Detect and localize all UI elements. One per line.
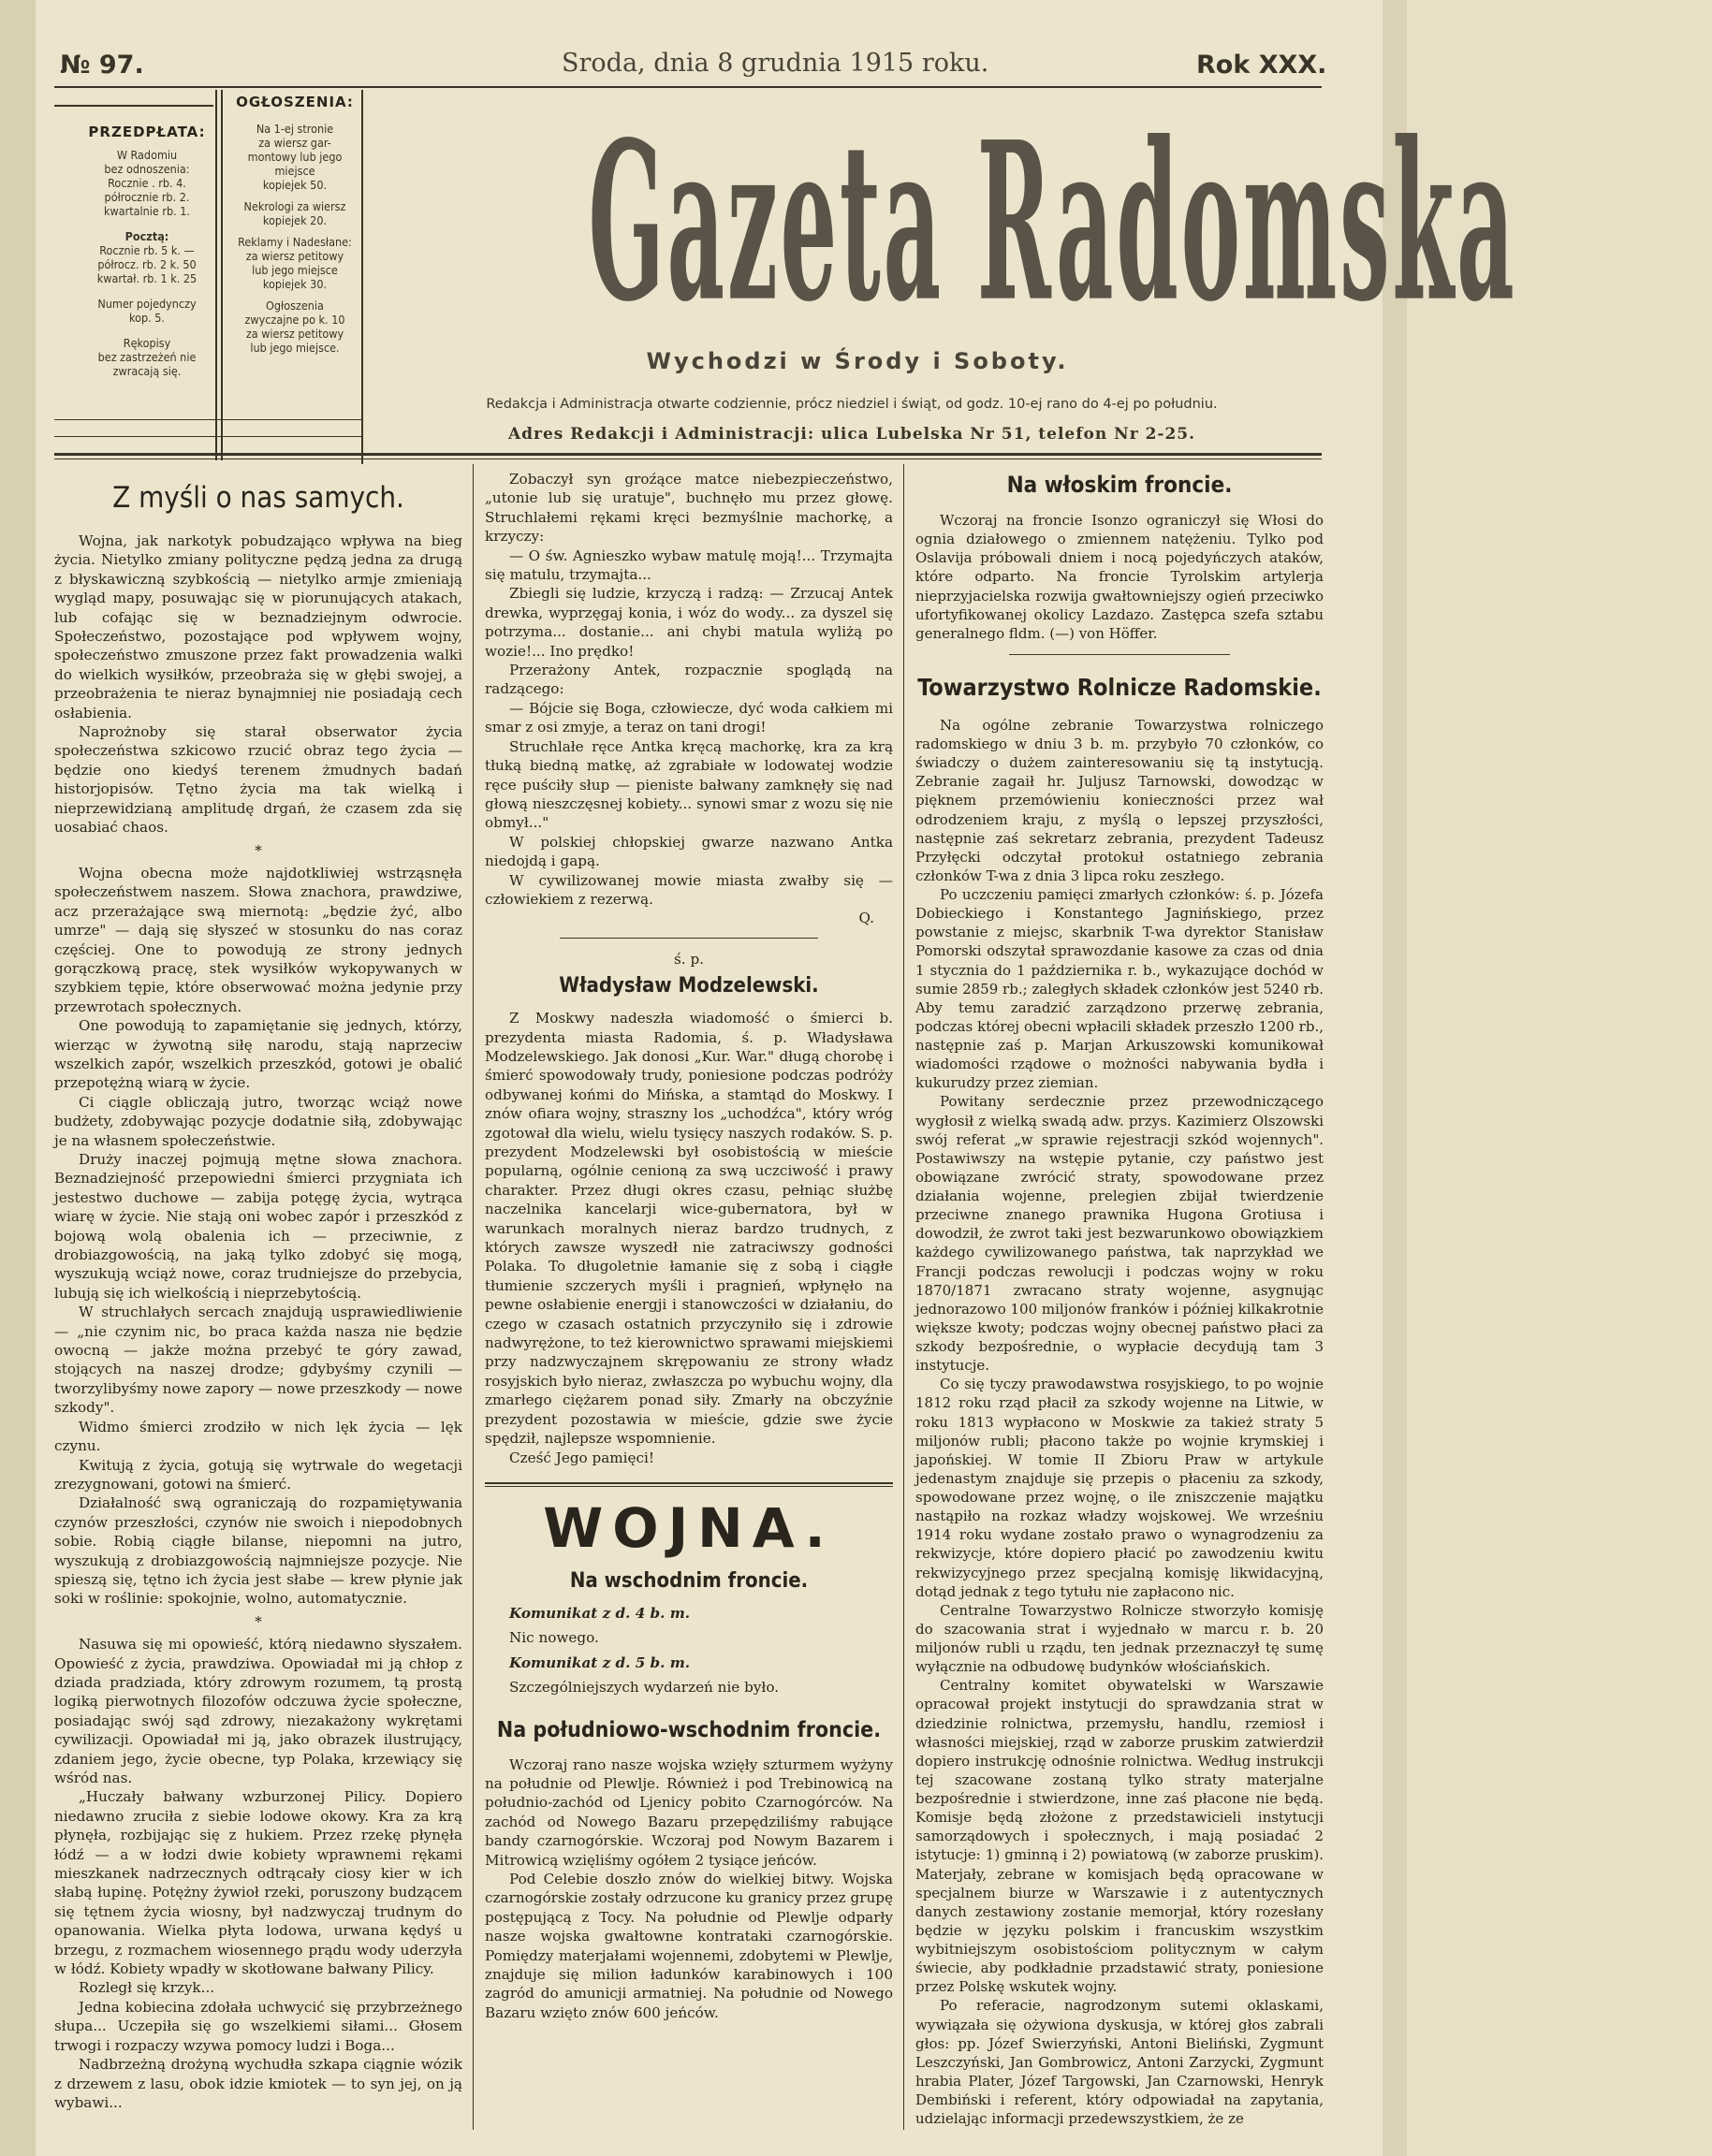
sub-line: Numer pojedynczy <box>97 297 197 311</box>
paragraph: Ci ciągle obliczają jutro, tworząc wciąż nowe budżety, zdobywając pozycje dodatnie siłą, zdobywając je na własnem społeczeństwie. <box>54 1093 462 1149</box>
paragraph: Co się tyczy prawodawstwa rosyjskiego, to po wojnie 1812 roku rząd płacił za szkody wojenne na Litwie, w roku 1813 wypłacono w Moskwie za takież straty 5 miljonów rubli; płacono także po wojnie krymskiej i japońskiej. W tomie II Zbioru Praw w artykule jedenastym znajduje się przepis o płaceniu za szkody, spowodowane przez wojnę, o ile zniszczenie majątku nastąpiło na rozkaz władzy wojskowej. We wrześniu 1914 roku wydane zostało prawo o wynagrodzeniu za rekwizycje, które dopiero płacić po zawodzeniu kwitu rekwizycyjnego przez specjalną komisję likwidacyjną, dotąd jednak z tego tytułu nie zapłacono nic. <box>915 1376 1324 1600</box>
bulletin-text: Nic nowego. <box>509 1629 599 1647</box>
box-rule <box>54 105 213 107</box>
box-divider <box>215 90 217 460</box>
paragraph: Naprożnoby się starał obserwator życia społeczeństwa szkicowo rzucić obraz tego życia — będzie ono kiedyś terenem żmudnych badań historjopisów. Tętno życia ma tak wielką i nieprzewidzianą amplitudę drgań, że czasem zda się uosabiać chaos. <box>54 723 462 837</box>
separator-star: * <box>255 841 262 859</box>
subscription-box <box>82 110 212 464</box>
ads-box <box>228 94 361 412</box>
sub-line: Rękopisy <box>123 336 171 350</box>
bulletin-date: Komunikat z d. 4 b. m. <box>509 1604 691 1622</box>
box-rule <box>54 436 363 437</box>
paragraph: Wojna, jak narkotyk pobudzająco wpływa na bieg życia. Nietylko zmiany polityczne pędzą jedna za drugą z błyskawiczną szybkością — nietylko armje zmieniają wygląd mapy, posuwając się w piorunujących atakach, lub cofając się w beznadziejnym odwrocie. Społeczeństwo, pozostające pod wpływem wojny, społeczeństwo zmuszone przez fakt prowadzenia walki do wielkich wysiłków, przeobraża się w głębi swojej, a przeobrażenia te nieraz bynajmniej nie posiadają cech osłabienia. <box>54 532 462 721</box>
subscription-title: PRZEDPŁATA: <box>88 124 206 140</box>
subscription-post-rates <box>82 243 212 285</box>
ads-line: montowy lub jego <box>247 150 343 164</box>
society-body <box>915 716 1324 2128</box>
sub-line: Rocznie rb. 5 k. — <box>99 243 195 257</box>
paragraph: Jedna kobiecina zdołała uchwycić się przybrzeżnego słupa... Uczepiła się go wszelkiemi siłami... Głosem trwogi i rozpaczy wzywa pomocy ludzi i Boga... <box>54 1998 462 2054</box>
box-divider <box>221 90 223 460</box>
author-signature: Q. <box>858 910 874 927</box>
sub-line: zwracają się. <box>112 364 182 378</box>
column-2 <box>485 470 893 2022</box>
bulletin-date: Komunikat z d. 5 b. m. <box>509 1653 691 1671</box>
column-3 <box>915 472 1324 2128</box>
article-continuation <box>485 470 893 928</box>
ads-title: OGŁOSZENIA: <box>236 94 354 110</box>
article-body <box>54 532 462 2112</box>
ads-block-front <box>228 122 361 192</box>
paragraph: Zobaczył syn groźące matce niebezpieczeństwo, „utonie lub się uratuje", buchnęło mu przez głowę. Struchlałemi rękami kręci bezmyślnie machorkę, a krzyczy: <box>485 471 893 546</box>
paragraph: W polskiej chłopskiej gwarze nazwano Antka niedojdą i gapą. <box>485 833 893 870</box>
ads-line: zwyczajne po k. 10 <box>244 313 345 327</box>
paragraph: Działalność swą ograniczają do rozpamiętywania czynów przeszłości, czynów nie swoich i niepodobnych sobie. Robią ciągłe bilanse, niepomni na jutro, wyszukują z drobiazgowością najmniejsze pozycje. Nie spieszą się, tętno ich życia jest słabe — krew płynie jak soki w roślinie: spokojnie, wolno, automatycznie. <box>54 1494 462 1608</box>
masthead-title: Gazeta Radomska <box>588 95 1517 351</box>
ads-block-obituaries <box>228 199 361 227</box>
paragraph: W struchlałych sercach znajdują usprawiedliwienie — „nie czynim nic, bo praca każda nasza nie będzie owocną — jakże można przebyć te góry zawad, stojących na naszej drodze; gdybyśmy czynili — tworzylibyśmy nowe zapory — nowe przeszkody — nowe szkody". <box>54 1304 462 1417</box>
ads-line: za wiersz petitowy <box>245 249 344 263</box>
southeast-front-heading: Na południowo-wschodnim froncie. <box>496 1717 882 1742</box>
paragraph: Rozległ się krzyk... <box>79 1979 215 1997</box>
paragraph: — O św. Agnieszko wybaw matulę moją!... Trzymajta się matulu, trzymajta... <box>485 546 893 584</box>
paragraph: Widmo śmierci zrodziło w nich lęk życia — lęk czynu. <box>54 1418 462 1455</box>
ads-line: Na 1-ej stronie <box>256 122 334 136</box>
ads-line: Reklamy i Nadesłane: <box>238 235 352 249</box>
subscription-city-rates <box>82 148 212 218</box>
subscription-manuscripts <box>82 336 212 378</box>
sub-line: Rocznie . rb. 4. <box>108 176 186 190</box>
paragraph: Nadbrzeżną drożyną wychudła szkapa ciągnie wózik z drzewem z lasu, obok idzie kmiotek — to syn jej, on ją wybawi... <box>54 2056 462 2111</box>
paragraph: Centralny komitet obywatelski w Warszawie opracował projekt instytucji do sprawdzania strat w dziedzinie rolnictwa, przemysłu, handlu, rzemiosł i własności miejskiej, rząd w zaborze pruskim zatwierdził dopiero instrukcję odnośnie rolnictwa. Według instrukcji tej szacowane zostaną tylko straty materjalne bezpośrednie i stwierdzone, inne zaś płacone nie będą. Komisje będą złożone z przedstawicieli instytucji samorządowych i społecznych, i mają posiadać 2 istytucje: 1) gminną i 2) powiatową (w zaborze pruskim). Materjały, zebrane w komisjach będą opracowane w specjalnem biurze w Warszawie i z autentycznych danych zestawiony zostanie memorjał, który rozesłany będzie w języku polskim i francuskim wszystkim wybitniejszym osobistościom politycznym w całym świecie, aby podkładnie przadstawić straty, poniesione przez Polskę wskutek wojny. <box>915 1677 1324 1996</box>
paragraph: Struchlałe ręce Antka kręcą machorkę, kra za krą tłuką biedną matkę, aż zgrabiałe w lodowatej wodzie ręce puściły słup — pieniste bałwany zamknęły się nad głową nieszczęsnej kobiety... synowi smar z wozu się nie obmył..." <box>485 737 893 832</box>
paragraph: Kwitują z życia, gotują się wytrwale do wegetacji zrezygnowani, gotowi na śmierć. <box>54 1456 462 1493</box>
italian-front-body <box>915 511 1324 643</box>
column-1 <box>54 475 462 2112</box>
obituary-body <box>485 1009 893 1467</box>
italian-front-heading: Na włoskim froncie. <box>1006 472 1233 498</box>
sub-line: kwartał. rb. 1 k. 25 <box>96 271 198 285</box>
address-line: Adres Redakcji i Administracji: ulica Lubelska Nr 51, telefon Nr 2-25. <box>507 425 1196 444</box>
section-rule <box>485 1486 893 1487</box>
paragraph: One powodują to zapamiętanie się jednych, którzy, wierząc w żywotną siłę narodu, stają naprzeciw wszelkich zapór, wszelkich przeszkód, gotowi je obalić przepotężną wiarą w życie. <box>54 1017 462 1092</box>
section-rule <box>1009 654 1230 655</box>
paragraph: Wczoraj rano nasze wojska wzięły szturmem wyżyny na południe od Plewlje. Również i pod Trebinowicą na południo-zachód od Ljenicy pobito Czarnogórców. Na zachód od Nowego Bazaru przepędziliśmy rabujące bandy czarnogórskie. Wczoraj pod Nowym Bazarem i Mitrowicą wzięliśmy ogółem 2 tysiące jeńców. <box>485 1755 893 1869</box>
ads-line: miejsce <box>274 164 315 178</box>
east-front-heading: Na wschodnim froncie. <box>569 1568 809 1593</box>
southeast-front-body <box>485 1755 893 2023</box>
box-divider <box>361 90 363 464</box>
east-front-bulletins <box>485 1604 893 1697</box>
sub-line: bez odnoszenia: <box>104 162 190 176</box>
paragraph: Druży inaczej pojmują mętne słowa znachora. Beznadziejność przepowiedni śmierci przygniata ich jestestwo duchowe — zabija potęgę życia, wytrąca wiarę w życie. Nie stają oni wobec zapór i przeszkód z bojową wolą obalenia ich — przeciwnie, z drobiazgowością, na jaką tylko zdobyć się mogą, wyszukują wciąż nowe, coraz trudniejsze do przebycia, lubują się ich wielkością i nieprzebytością. <box>54 1151 462 1302</box>
page-left-edge <box>0 0 36 2156</box>
paragraph: Pod Celebie doszło znów do wielkiej bitwy. Wojska czarnogórskie zostały odrzucone ku granicy przez grupę postępującą z Tocy. Na południe od Plewlje odparły nasze wojska gwałtowne kontrataki czarnogórskie. Pomiędzy materjałami wojennemi, zdobytemi w Plewlje, znajduje się milion ładunków karabinowych i 100 zagród do amunicji armatniej. Na południe od Nowego Bazaru wzięto znów 600 jeńców. <box>485 1870 893 2021</box>
column-divider <box>903 464 904 2130</box>
obituary-heading: Władysław Modzelewski. <box>559 974 819 998</box>
box-rule <box>54 419 363 420</box>
subscription-single <box>82 297 212 325</box>
ads-line: lub jego miejsce <box>252 263 338 277</box>
obituary-prefix: ś. p. <box>674 950 704 968</box>
sub-line: bez zastrzeżeń nie <box>97 350 197 364</box>
paragraph: Na ogólne zebranie Towarzystwa rolniczego radomskiego w dniu 3 b. m. przybyło 70 członków, co świadczy o dużem zainteresowaniu się tą instytucją. Zebranie zagaił hr. Juljusz Tarnowski, dowodząc w pięknem przemówieniu konieczności przez wał odrodzeniem kraju, z myślą o lepszej przyszłości, następnie zaś sekretarz zebrania, prezydent Tadeusz Przyłęcki odczytał protokuł ostatniego zebrania członków T-wa z dnia 3 lipca roku zeszłego. <box>915 716 1324 884</box>
article-heading: Z myśli o nas samych. <box>112 481 404 515</box>
paragraph: Po uczczeniu pamięci zmarłych członków: ś. p. Józefa Dobieckiego i Konstantego Jagnińskiego, przez powstanie z miejsc, skarbnik T-wa dyrektor Stanisław Pomorski odszytał sprawozdanie kasowe za czas od dnia 1 stycznia do 1 października r. b., wykazujące dochód w sumie 2859 rb.; zaległych składek członków jest 5240 rb. Aby temu zaradzić zarządzono przerwę zebrania, podczas której obecni wpłacili składek przeszło 1200 rb., następnie zaś p. Marjan Arkuszowski komunikował wiadomości rządowe o możności nabywania bydła i kukurudzy przez ziemian. <box>915 886 1324 1092</box>
issue-date: Sroda, dnia 8 grudnia 1915 roku. <box>562 49 989 78</box>
paragraph: W cywilizowanej mowie miasta zwałby się — człowiekiem z rezerwą. <box>485 871 893 908</box>
society-heading: Towarzystwo Rolnicze Radomskie. <box>917 673 1322 701</box>
issue-year: Rok XXX. <box>1196 51 1327 80</box>
section-rule <box>485 1482 893 1484</box>
sub-line: półrocz. rb. 2 k. 50 <box>97 257 197 271</box>
issue-number: № 97. <box>60 51 144 80</box>
ads-line: kopiejek 30. <box>262 277 328 291</box>
war-heading: WOJNA. <box>543 1495 835 1560</box>
ads-line: lub jego miejsce. <box>250 341 340 355</box>
bulletin-text: Szczególniejszych wydarzeń nie było. <box>509 1679 780 1697</box>
paragraph: Powitany serdecznie przez przewodniczącego wygłosił z wielką swadą adw. przys. Kazimierz Olszowski swój referat „w sprawie rejestracji szkód wojennych". Postawiwszy na wstępie pytanie, czy państwo jest obowiązane zwrócić straty, spowodowane przez działania wojenne, prelegien zbijał twierdzenie przeciwne znanego prawnika Hugona Grotiusa i dowodził, że zwrot taki jest bezwarunkowo obowiązkiem każdego cywilizowanego państwa, tak naprzykład we Francji podczas rewolucji i podczas wojny w roku 1870/1871 zwracano straty wojenne, asygnując jednorazowo 100 miljonów franków i później kilkakrotnie większe kwoty; podczas wojny obecnej państwo płaci za szkody bezpośrednie, o wypłacie decydują tam 3 instytucje. <box>915 1093 1324 1375</box>
office-hours: Redakcja i Administracja otwarte codziennie, prócz niedziel i świąt, od godz. 10-ej rano do 4-ej po południu. <box>486 397 1218 412</box>
sub-line: półrocznie rb. 2. <box>104 190 190 204</box>
ads-line: Nekrologi za wiersz <box>243 199 346 213</box>
paragraph: Wczoraj na froncie Isonzo ograniczył się Włosi do ognia działowego o zmiennem natężeniu. Tylko pod Oslavija próbowali dniem i nocą pojedyńczych ataków, które odparto. Na froncie Tyrolskim artylerja nieprzyjacielska rozwija gwałtowniejszy ogień przeciwko ufortyfikowanej okolicy Lazdazo. Zastępca szefa sztabu generalnego fldm. (—) von Höffer. <box>915 512 1324 642</box>
ads-line: kopiejek 50. <box>262 178 328 192</box>
section-rule <box>560 938 818 939</box>
header-bottom-rule <box>54 453 1322 456</box>
paragraph: Nasuwa się mi opowieść, którą niedawno słyszałem. Opowieść z życia, prawdziwa. Opowiadał mi ją chłop z dziada pradziada, który zdrowym rozumem, tą prostą logiką pierwotnych filozofów odczuwa życie społeczne, posiadając swój sąd zdrowy, niezakażony wykrętami cywilizacji. Opowiadał mi ją, jako obrazek ilustrujący, zdaniem jego, życie obecne, typ Polaka, krzewiący się wśród nas. <box>54 1636 462 1786</box>
paragraph: Po referacie, nagrodzonym sutemi oklaskami, wywiązała się ożywiona dyskusja, w której głos zabrali głos: pp. Józef Swierzyński, Antoni Bieliński, Zygmunt Leszczyński, Jan Gombrowicz, Antoni Zarzycki, Zygmunt hrabia Plater, Józef Targowski, Jan Czarnowski, Henryk Dembiński i referent, który odpowiadał na zapytania, udzielając informacji przedewszystkiem, że ze <box>915 1997 1324 2128</box>
paragraph: Przerażony Antek, rozpacznie spoglądą na radzącego: <box>485 662 893 698</box>
ads-line: za wiersz petitowy <box>245 327 344 341</box>
paragraph: Cześć Jego pamięci! <box>509 1449 654 1466</box>
masthead-subtitle: Wychodzi w Środy i Soboty. <box>646 348 1069 374</box>
subscription-post-title: Pocztą: <box>124 229 169 243</box>
paragraph: „Huczały bałwany wzburzonej Pilicy. Dopiero niedawno zruciła z siebie lodowe okowy. Kra za krą płynęła, rozbijając się z hukiem. Przez rzekę płynęła łódź — a w łodzi dwie kobiety wprawnemi rękami mieszkanek nadrzecznych odtrącały ciosy kier w ich słabą łupinę. Potężny żywioł rzeki, poruszony budzącem się tętnem życia wiosny, był nadzwyczaj trudnym do opanowania. Wielka płyta lodowa, urwana kędyś u brzegu, z rozmachem wiosennego prądu wody uderzyła w łódź. Kobiety wpadły w skotłowane bałwany Pilicy. <box>54 1788 462 1978</box>
paragraph: Centralne Towarzystwo Rolnicze stworzyło komisję do szacowania strat i wyjednało w marcu r. b. 20 miljonów rubli u rządu, ten jednak przeznaczył tę sumę wyłącznie na odbudowę budynków włościańskich. <box>915 1601 1324 1676</box>
paragraph: Z Moskwy nadeszła wiadomość o śmierci b. prezydenta miasta Radomia, ś. p. Władysława Modzelewskiego. Jak donosi „Kur. War." długą chorobę i śmierć spowodowały trudy, poniesione podczas podróży odbywanej końmi do Mińska, a stamtąd do Moskwy. I znów ofiara wojny, straszny los „uchodźca", który wróg zgotował dla wielu, wielu tysięcy naszych rodaków. S. p. prezydent Modzelewski był osobistością w mieście popularną, ogólnie cenioną za swą uczciwość i prawy charakter. Przez długi okres czasu, pełniąc służbę naczelnika kancelarji wice-gubernatora, był w warunkach moralnych nieraz bardzo trudnych, z których zawsze wyszedł nie zatraciwszy godności Polaka. To długoletnie łamanie się z sobą i ciągłe tłumienie szczerych myśli i pragnień, wpłynęło na pewne osłabienie energji i stanowczości w działaniu, do czego w czasach ostatnich przyczyniło się i zdrowie nadwyrężone, to też kierownictwo sprawami miejskiemi przy nadzwyczajnem skrępowaniu ze strony władz rosyjskich było nieraz, zwłaszcza po wybuchu wojny, dla zmarłego ciężarem ponad siły. Zmarły na obczyźnie prezydent pozostawia w mieście, gdzie swe życie spędził, najlepsze wspomnienie. <box>485 1010 893 1448</box>
paragraph: Zbiegli się ludzie, krzyczą i radzą: — Zrzucaj Antek drewka, wyprzęgaj konia, i wóz do wody... za dyszel się potrzyma... dostanie... ani chybi matula wyliżą po wozie!... Ino prędko! <box>485 585 893 660</box>
separator-star: * <box>255 1612 262 1630</box>
column-divider <box>473 464 474 2130</box>
paragraph: — Bójcie się Boga, człowiecze, dyć woda całkiem mi smar z osi zmyje, a teraz on tani drogi! <box>485 699 893 736</box>
sub-line: W Radomiu <box>116 148 178 162</box>
paragraph: Wojna obecna może najdotkliwiej wstrząsnęła społeczeństwem naszem. Słowa znachora, prawdziwe, acz przerażające swą miernotą: „będzie żyć, albo umrze" — dają się słyszeć w stosunku do nas coraz częściej. One to powodują ze strony jednych gorączkową pracę, stek wysiłków wykopywanych w szybkiem tępie, które obserwować można jedynie przy przewrotach społecznych. <box>54 864 462 1015</box>
ads-line: Ogłoszenia <box>266 299 324 313</box>
sub-line: kwartalnie rb. 1. <box>103 204 191 218</box>
ads-block-advertising <box>228 235 361 291</box>
sub-line: kop. 5. <box>129 311 165 325</box>
ads-line: za wiersz gar- <box>258 136 331 150</box>
ads-line: kopiejek 20. <box>262 213 328 227</box>
ads-block-regular <box>228 299 361 355</box>
